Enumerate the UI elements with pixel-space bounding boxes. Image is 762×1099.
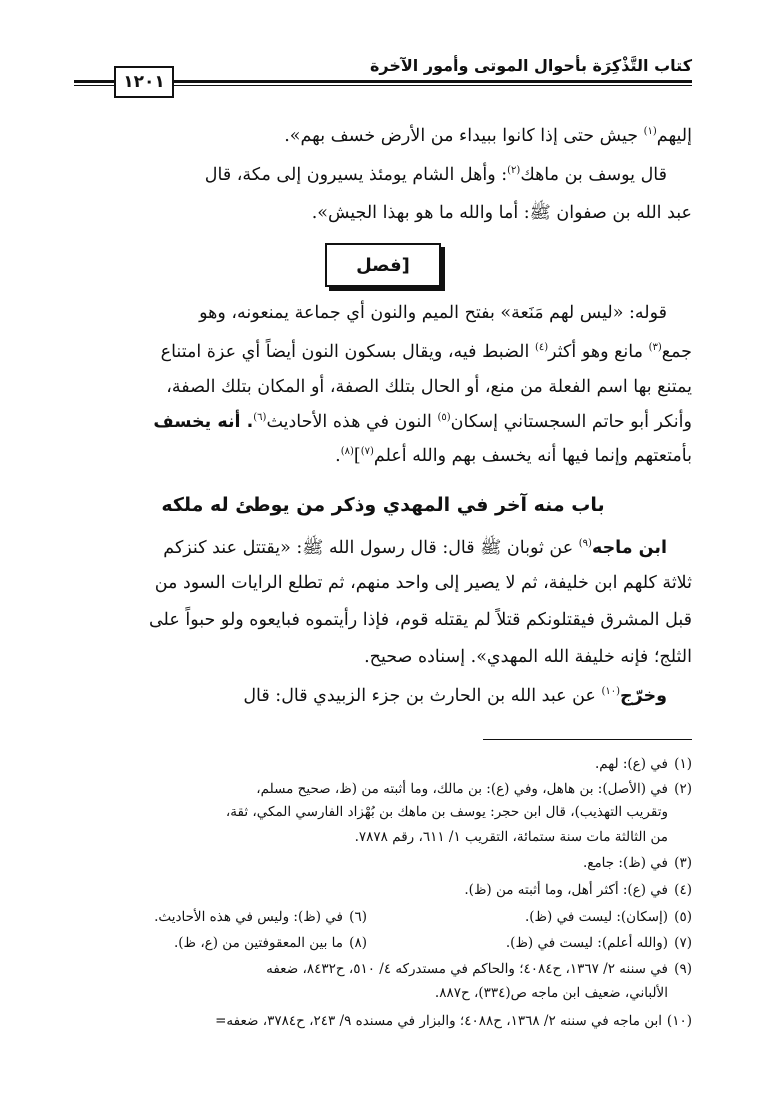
page-number: ١٢٠١ xyxy=(114,66,174,98)
text-line: يمتنع بها اسم الفعلة من منع، أو الحال بتلك الصفة، أو المكان بتلك الصفة، xyxy=(166,377,692,397)
footnote xyxy=(74,1015,692,1029)
footnote-continuation: من الثالثة مات سنة ستمائة، التقريب ١/ ٦١١، رقم ٧٨٧٨. xyxy=(354,829,668,845)
footnote xyxy=(74,758,692,772)
footnote-ref[interactable]: (٧) xyxy=(360,446,374,458)
text-span: قال يوسف بن ماهك xyxy=(520,165,667,185)
text-span: جيش حتى إذا كانوا ببيداء من الأرض خسف بهم». xyxy=(284,126,644,146)
footnote-text: في (ظ): جامع. xyxy=(582,855,668,871)
footnote-number: (٥) xyxy=(674,909,692,925)
footnote-number: (١) xyxy=(674,756,692,772)
footnote-ref[interactable]: (٦) xyxy=(253,412,267,424)
text-span: عن ثوبان ﷺ قال: قال رسول الله ﷺ: «يقتتل عند كنزكم xyxy=(163,538,579,558)
text-line xyxy=(74,128,692,146)
footnote-text: (والله أعلم): ليست في (ظ). xyxy=(505,935,668,951)
text-line xyxy=(74,344,692,362)
footnote-ref[interactable]: (٣) xyxy=(648,342,662,354)
footnote-number: (٨) xyxy=(349,935,367,951)
text-line xyxy=(74,414,692,432)
footnote-text: في (الأصل): بن هاهل، وفي (ع): بن مالك، وما أثبته من (ظ، صحيح مسلم، xyxy=(256,781,668,797)
text-span: مانع وهو أكثر xyxy=(548,342,649,362)
footnote-ref[interactable]: (٩) xyxy=(578,538,592,550)
text-span: النون في هذه الأحاديث xyxy=(266,412,438,432)
footnote xyxy=(174,937,367,951)
text-line xyxy=(74,540,667,558)
text-span: عن عبد الله بن الحارث بن جزء الزبيدي قال: قال xyxy=(243,686,602,706)
source-name: وخرّج xyxy=(620,686,667,706)
footnote xyxy=(506,937,692,951)
footnote xyxy=(74,884,692,898)
source-name: ابن ماجه xyxy=(591,538,667,558)
text-span: وأنكر أبو حاتم السجستاني إسكان xyxy=(450,412,692,432)
footnote-text: (إسكان): ليست في (ظ). xyxy=(524,909,668,925)
footnote-ref[interactable]: (٥) xyxy=(437,412,451,424)
footnote-number: (١٠) xyxy=(666,1013,692,1029)
text-line: قوله: «ليس لهم مَنَعة» بفتح الميم والنون أي جماعة يمنعونه، وهو xyxy=(199,303,667,323)
running-header-title: كتاب التَّذْكِرَة بأحوال الموتى وأمور الآخرة xyxy=(369,56,692,75)
text-line xyxy=(74,688,667,706)
text-line: الثلج؛ فإنه خليفة الله المهدي». إسناده صحيح. xyxy=(364,647,692,667)
footnote-continuation: وتقريب التهذيب)، قال ابن حجر: يوسف بن ماهك بن بُهْزاد الفارسي المكي، ثقة، xyxy=(225,804,668,820)
text-span: : وأهل الشام يومئذ يسيرون إلى مكة، قال xyxy=(204,165,508,185)
text-span: بأمتعتهم وإنما فيها أنه يخسف بهم والله أعلم xyxy=(373,446,692,466)
footnote-ref[interactable]: (٢) xyxy=(507,165,521,177)
text-line xyxy=(74,167,667,185)
footnote-ref[interactable]: (١) xyxy=(643,126,657,138)
footnote xyxy=(74,857,692,871)
footnote-number: (٩) xyxy=(674,961,692,977)
footnote-number: (٢) xyxy=(674,781,692,797)
footnote-ref[interactable]: (٤) xyxy=(534,342,549,354)
footnote-text: في (ع): لهم. xyxy=(594,756,668,772)
footnote-separator xyxy=(483,739,692,740)
footnote xyxy=(74,783,692,797)
text-span: إليهم xyxy=(656,126,692,146)
chapter-heading: باب منه آخر في المهدي وذكر من يوطئ له ملكه xyxy=(161,494,605,516)
text-span: ] xyxy=(353,446,361,466)
text-span: . xyxy=(335,446,341,466)
text-line: عبد الله بن صفوان ﷺ: أما والله ما هو بهذا الجيش». xyxy=(311,203,692,223)
text-line: ثلاثة كلهم ابن خليفة، ثم لا يصير إلى واحد منهم، ثم تطلع الرايات السود من xyxy=(154,573,692,593)
footnote xyxy=(74,963,692,977)
text-span: جمع xyxy=(661,342,692,362)
footnote-text: ابن ماجه في سننه ٢/ ١٣٦٨، ح٤٠٨٨؛ والبزار في مسنده ٩/ ٢٤٣، ح٣٧٨٤، ضعفه= xyxy=(215,1013,662,1029)
text-span: الضبط فيه، ويقال بسكون النون أيضاً أي عزة امتناع xyxy=(160,342,535,362)
text-span: . أنه يخسف xyxy=(153,412,254,432)
footnote-text: ما بين المعقوفتين من (ع، ظ). xyxy=(173,935,343,951)
footnote-number: (٦) xyxy=(349,909,367,925)
footnote xyxy=(525,911,692,925)
footnote xyxy=(154,911,367,925)
footnote-ref[interactable]: (١٠) xyxy=(601,686,620,698)
footnote-ref[interactable]: (٨) xyxy=(340,446,354,458)
footnote-number: (٤) xyxy=(674,882,692,898)
footnote-number: (٧) xyxy=(674,935,692,951)
footnote-continuation: الألباني، ضعيف ابن ماجه ص(٣٣٤)، ح٨٨٧. xyxy=(434,985,668,1001)
footnote-text: في (ظ): وليس في هذه الأحاديث. xyxy=(154,909,343,925)
footnote-text: في (ع): أكثر أهل، وما أثبته من (ظ). xyxy=(464,882,668,898)
footnote-text: في سننه ٢/ ١٣٦٧، ح٤٠٨٤؛ والحاكم في مستدركه ٤/ ٥١٠، ح٨٤٣٢، ضعفه xyxy=(266,961,668,977)
text-line: قبل المشرق فيقتلونكم قتلاً لم يقتله قوم، فإذا رأيتموه فبايعوه ولو حبواً على xyxy=(148,610,692,630)
section-heading-box: [فصل xyxy=(325,243,441,287)
text-line xyxy=(74,448,692,466)
footnote-number: (٣) xyxy=(674,855,692,871)
